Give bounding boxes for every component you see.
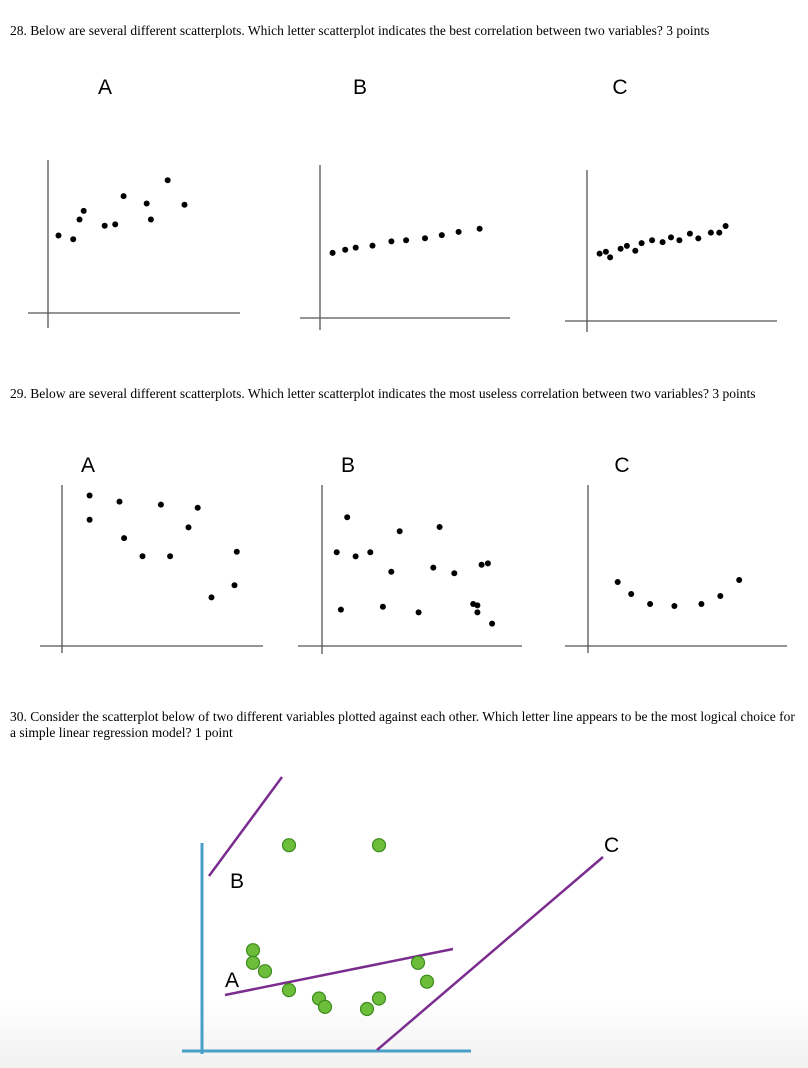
q30-line-b	[209, 777, 282, 876]
scatter-point	[628, 591, 634, 597]
scatter-point	[708, 230, 714, 236]
question-30-text: 30. Consider the scatterplot below of two different variables plotted against each other. Which letter line appears to be the most logical choice for a simple linear regression model? 1 point	[10, 709, 795, 740]
scatter-point	[373, 839, 386, 852]
q29-plot-b-label: B	[340, 454, 356, 477]
scatter-point	[209, 594, 215, 600]
scatter-point	[477, 226, 483, 232]
scatter-point	[439, 232, 445, 238]
scatter-point	[247, 944, 260, 957]
q28-plot-c-label: C	[612, 76, 628, 99]
scatter-point	[373, 992, 386, 1005]
q29-plot-a-axes	[40, 485, 263, 653]
scatter-point	[412, 956, 425, 969]
scatter-point	[338, 607, 344, 613]
scatter-point	[165, 177, 171, 183]
scatter-point	[632, 248, 638, 254]
scatter-point	[618, 246, 624, 252]
q28-plot-a-label: A	[97, 76, 113, 99]
scatter-point	[736, 577, 742, 583]
scatter-point	[676, 237, 682, 243]
scatter-point	[87, 517, 93, 523]
scatter-point	[319, 1000, 332, 1013]
scatter-point	[140, 553, 146, 559]
scatter-point	[380, 604, 386, 610]
scatter-point	[474, 609, 480, 615]
scatter-point	[660, 239, 666, 245]
q30-candidate-lines	[209, 777, 603, 1050]
scatter-point	[283, 984, 296, 997]
q29-plot-c-axes	[565, 485, 787, 653]
q29-plot-c-label: C	[614, 454, 630, 477]
scatter-point	[112, 221, 118, 227]
scatter-point	[367, 549, 373, 555]
scatter-point	[77, 217, 83, 223]
q28-plot-c-axes	[565, 170, 777, 332]
scatter-point	[615, 579, 621, 585]
q28-plot-b-label: B	[352, 76, 368, 99]
scatter-point	[671, 603, 677, 609]
scatter-point	[695, 235, 701, 241]
scatter-point	[397, 528, 403, 534]
q30-line-c	[377, 857, 603, 1050]
scatter-point	[361, 1003, 374, 1016]
scatter-point	[649, 237, 655, 243]
scatter-point	[430, 565, 436, 571]
q30-line-a-label: A	[225, 969, 240, 992]
q29-plot-a-label: A	[80, 454, 96, 477]
scatter-point	[474, 602, 480, 608]
scatter-point	[102, 223, 108, 229]
scatter-point	[716, 230, 722, 236]
scatter-point	[148, 217, 154, 223]
q30-line-c-label: C	[604, 834, 620, 857]
scatter-point	[144, 201, 150, 207]
scatter-point	[456, 229, 462, 235]
scatter-point	[422, 235, 428, 241]
scatter-point	[668, 234, 674, 240]
scatter-point	[353, 553, 359, 559]
scatter-point	[334, 549, 340, 555]
scatter-point	[370, 243, 376, 249]
scatter-point	[344, 514, 350, 520]
scatter-point	[717, 593, 723, 599]
scatter-point	[597, 251, 603, 257]
scatter-point	[81, 208, 87, 214]
q29-plot-b-axes	[298, 485, 522, 654]
scatter-point	[330, 250, 336, 256]
scatter-point	[283, 839, 296, 852]
q28-plot-a-points	[56, 177, 188, 242]
q29-plot-a-points	[87, 493, 240, 601]
scatter-point	[639, 240, 645, 246]
scatter-point	[451, 570, 457, 576]
scatter-point	[182, 202, 188, 208]
scatter-point	[234, 549, 240, 555]
scatter-point	[489, 621, 495, 627]
q28-plot-a-axes	[28, 160, 240, 328]
scatter-point	[647, 601, 653, 607]
scatter-point	[607, 254, 613, 260]
scatter-point	[485, 560, 491, 566]
scatter-point	[437, 524, 443, 530]
scatter-point	[158, 502, 164, 508]
scatter-point	[687, 231, 693, 237]
q29-plot-b-points	[334, 514, 495, 626]
question-29-text: 29. Below are several different scatterplots. Which letter scatterplot indicates the most useless correlation between two variables? 3 points	[10, 386, 756, 401]
scatter-point	[232, 582, 238, 588]
scatter-point	[70, 236, 76, 242]
q28-plot-b-axes	[300, 165, 510, 330]
scatter-point	[342, 247, 348, 253]
scatter-point	[403, 237, 409, 243]
scatter-point	[117, 499, 123, 505]
scatter-point	[353, 245, 359, 251]
q29-plot-c-points	[615, 577, 743, 609]
scatter-point	[195, 505, 201, 511]
q30-axes	[182, 843, 471, 1054]
scatter-point	[723, 223, 729, 229]
q28-plot-b-points	[330, 226, 483, 256]
scatter-point	[388, 238, 394, 244]
scatter-point	[186, 524, 192, 530]
scatter-point	[247, 956, 260, 969]
scatter-point	[624, 243, 630, 249]
scatter-point	[56, 233, 62, 239]
scatter-point	[167, 553, 173, 559]
q30-line-b-label: B	[230, 870, 245, 893]
scatter-point	[121, 535, 127, 541]
scatter-point	[259, 965, 272, 978]
scatter-point	[698, 601, 704, 607]
question-28-text: 28. Below are several different scatterplots. Which letter scatterplot indicates the best correlation between two variables? 3 points	[10, 23, 710, 38]
q30-points	[247, 839, 434, 1016]
scatter-point	[479, 562, 485, 568]
scatter-point	[87, 493, 93, 499]
scatter-point	[416, 609, 422, 615]
scatter-point	[603, 249, 609, 255]
scatter-point	[388, 569, 394, 575]
scatter-point	[421, 975, 434, 988]
q28-plot-c-points	[597, 223, 729, 260]
scatter-point	[121, 193, 127, 199]
